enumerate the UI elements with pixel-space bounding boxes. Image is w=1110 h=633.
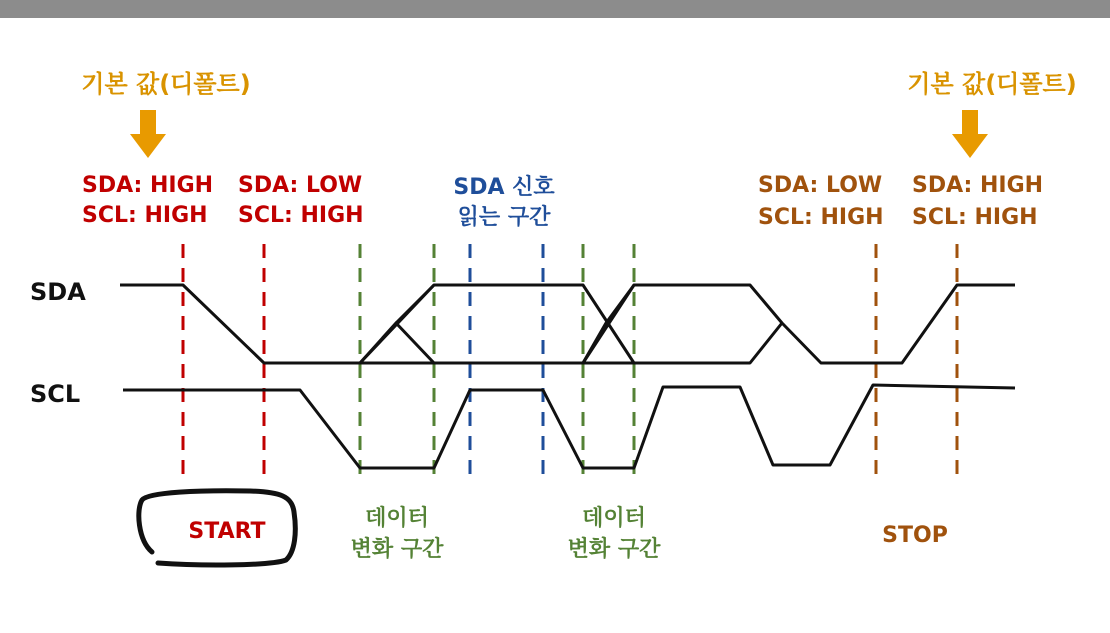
down-arrow-icon [952, 110, 988, 158]
down-arrow-icon [130, 110, 166, 158]
default-label-right: 기본 값(디폴트) [907, 70, 1077, 98]
stop-idle-sda-state: SDA: HIGH [912, 173, 1044, 198]
sda-waveform [396, 285, 434, 323]
sda-waveform [120, 285, 634, 363]
start-label: START [188, 519, 266, 544]
sda-waveform [634, 323, 782, 363]
scl-waveform [123, 385, 1015, 468]
stop-label: STOP [882, 523, 948, 548]
default-label-left: 기본 값(디폴트) [81, 70, 251, 98]
start-idle-scl-state: SCL: HIGH [82, 203, 208, 228]
data-change-label-1-line1: 데이터 [365, 506, 429, 531]
read-section-label-line2: 읽는 구간 [457, 205, 551, 230]
scl-signal-label: SCL [30, 380, 81, 408]
sda-signal-label: SDA [30, 278, 86, 306]
data-change-label-2-line1: 데이터 [582, 506, 646, 531]
stop-sda-state: SDA: LOW [758, 173, 883, 198]
sda-waveform [360, 285, 1015, 363]
read-section-label-line1: SDA 신호 [453, 175, 555, 200]
data-change-label-2-line2: 변화 구간 [567, 537, 661, 562]
data-change-label-1-line2: 변화 구간 [350, 537, 444, 562]
stop-scl-state: SCL: HIGH [758, 205, 884, 230]
start-scl-state: SCL: HIGH [238, 203, 364, 228]
stop-idle-scl-state: SCL: HIGH [912, 205, 1038, 230]
start-sda-state: SDA: LOW [238, 173, 363, 198]
start-idle-sda-state: SDA: HIGH [82, 173, 214, 198]
